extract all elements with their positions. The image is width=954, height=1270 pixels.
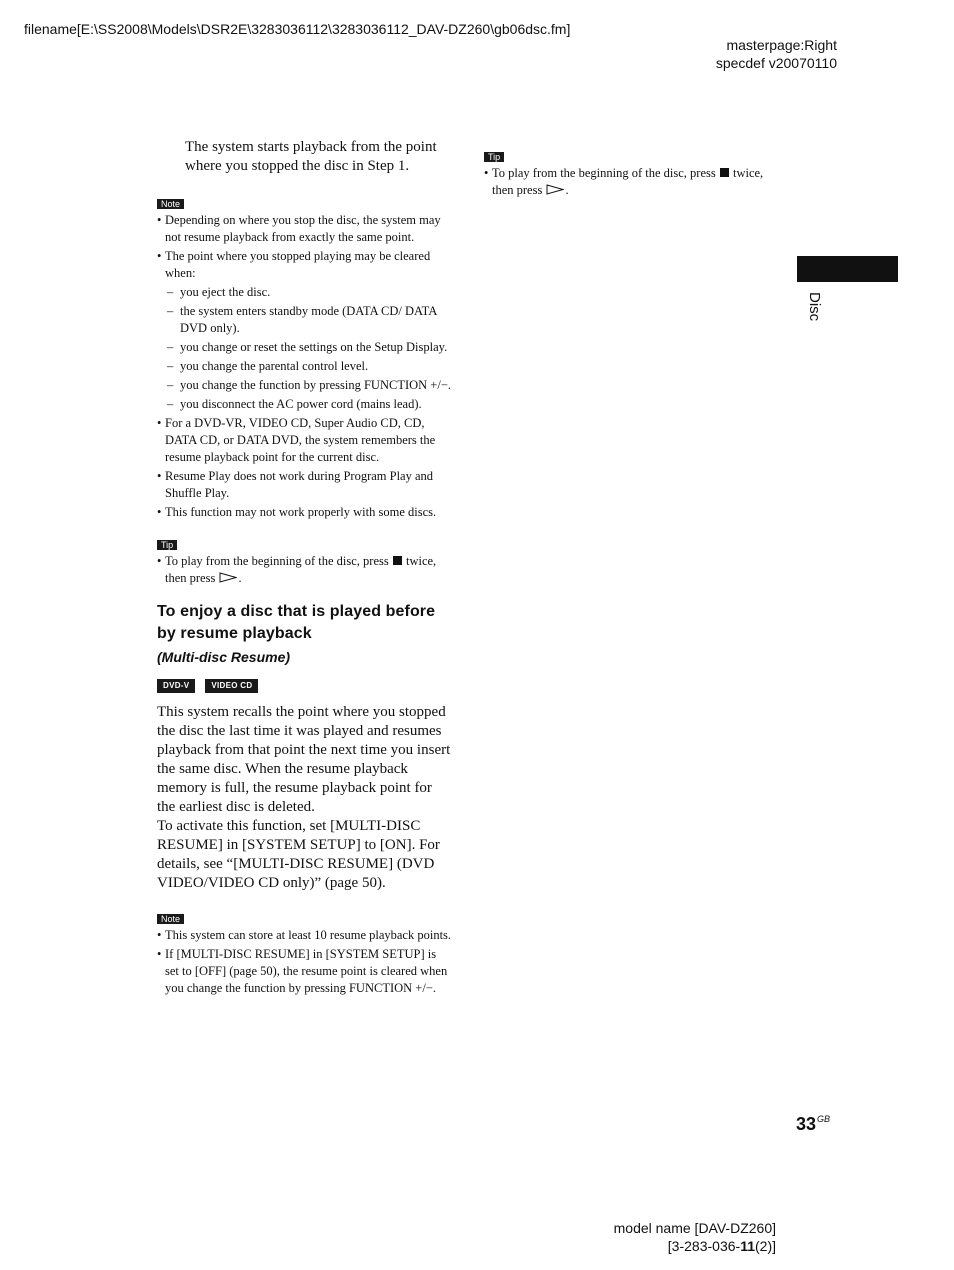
footer-code-pre: [3-283-036- — [667, 1238, 741, 1254]
footer-code-bold: 11 — [740, 1238, 755, 1254]
left-column — [157, 138, 452, 1011]
sub-list-item: – you change or reset the settings on the Setup Display. — [165, 339, 452, 356]
sub-list — [165, 284, 452, 413]
play-triangle-icon — [219, 572, 237, 583]
list-item: • If [MULTI-DISC RESUME] in [SYSTEM SETUP] is set to [OFF] (page 50), the resume point is cleared when you change the function by pressing FUNCTION +/−. — [157, 946, 452, 997]
note-block-2 — [157, 909, 452, 997]
header-filename: filename[E:\SS2008\Models\DSR2E\3283036112\3283036112_DAV-DZ260\gb06dsc.fm] — [24, 21, 571, 37]
note-list — [157, 212, 452, 521]
list-item — [157, 248, 452, 413]
stop-square-icon — [393, 556, 402, 565]
sub-list-item: – you change the parental control level. — [165, 358, 452, 375]
list-item: • Depending on where you stop the disc, the system may not resume playback from exactly the same point. — [157, 212, 452, 246]
tip-text-mid: twice, then press — [492, 166, 764, 197]
footer — [614, 1219, 776, 1255]
tip-block-2 — [484, 147, 784, 199]
section-tab-marker — [797, 256, 898, 282]
tip-badge: Tip — [484, 152, 504, 162]
list-item — [157, 553, 452, 587]
video-cd-badge: VIDEO CD — [205, 679, 258, 693]
tip-text-post: . — [565, 183, 569, 197]
footer-code-post: (2)] — [755, 1238, 776, 1254]
page-number — [796, 1114, 830, 1135]
list-item-text: The point where you stopped playing may be cleared when: — [165, 249, 431, 280]
tip-block-1 — [157, 535, 452, 587]
section-tab-label: Disc — [806, 292, 823, 322]
tip-badge: Tip — [157, 540, 177, 550]
tip-text-mid: twice, then press — [165, 554, 437, 585]
tip-list — [157, 553, 452, 587]
section-body — [157, 703, 452, 893]
tip-text-pre: To play from the beginning of the disc, press — [165, 554, 389, 568]
tip-text-post: . — [238, 571, 242, 585]
sub-list-item: – you disconnect the AC power cord (mains lead). — [165, 396, 452, 413]
section-paragraph-1: This system recalls the point where you stopped the disc the last time it was played and resumes playback from that point the next time you insert the same disc. When the resume playback memory is full, the resume playback point for the earliest disc is deleted. — [157, 704, 451, 815]
header-meta — [716, 36, 837, 72]
page-number-suffix: GB — [817, 1114, 831, 1124]
list-item: • This system can store at least 10 resume playback points. — [157, 927, 452, 944]
play-triangle-icon — [546, 184, 564, 195]
tip-list — [484, 165, 784, 199]
section-paragraph-2: To activate this function, set [MULTI-DISC RESUME] in [SYSTEM SETUP] to [ON]. For details, see “[MULTI-DISC RESUME] (DVD VIDEO/VIDEO CD only)” (page 50). — [157, 818, 440, 891]
header-specdef: specdef v20070110 — [715, 55, 837, 71]
list-item: • Resume Play does not work during Program Play and Shuffle Play. — [157, 468, 452, 502]
right-column — [484, 147, 784, 213]
list-item: • This function may not work properly with some discs. — [157, 504, 452, 521]
stop-square-icon — [720, 168, 729, 177]
tip-text-pre: To play from the beginning of the disc, press — [492, 166, 716, 180]
section-title: To enjoy a disc that is played before by resume playback — [157, 603, 436, 642]
disc-type-badges — [157, 675, 452, 691]
header-masterpage: masterpage:Right — [726, 37, 837, 53]
footer-code — [614, 1237, 776, 1255]
footer-model: model name [DAV-DZ260] — [613, 1220, 776, 1236]
note-block-1 — [157, 194, 452, 521]
list-item — [484, 165, 784, 199]
note-list — [157, 927, 452, 997]
section-subtitle: (Multi-disc Resume) — [157, 649, 291, 665]
lead-paragraph: The system starts playback from the point where you stopped the disc in Step 1. — [185, 139, 437, 174]
page-number-value: 33 — [796, 1114, 817, 1134]
dvd-video-badge: DVD-V — [157, 679, 195, 693]
sub-list-item: – the system enters standby mode (DATA CD/ DATA DVD only). — [165, 303, 452, 337]
sub-list-item: – you change the function by pressing FUNCTION +/−. — [165, 377, 452, 394]
note-badge: Note — [157, 914, 184, 924]
note-badge: Note — [157, 199, 184, 209]
list-item: • For a DVD-VR, VIDEO CD, Super Audio CD, CD, DATA CD, or DATA DVD, the system remembers the resume playback point for the current disc. — [157, 415, 452, 466]
sub-list-item: – you eject the disc. — [165, 284, 452, 301]
